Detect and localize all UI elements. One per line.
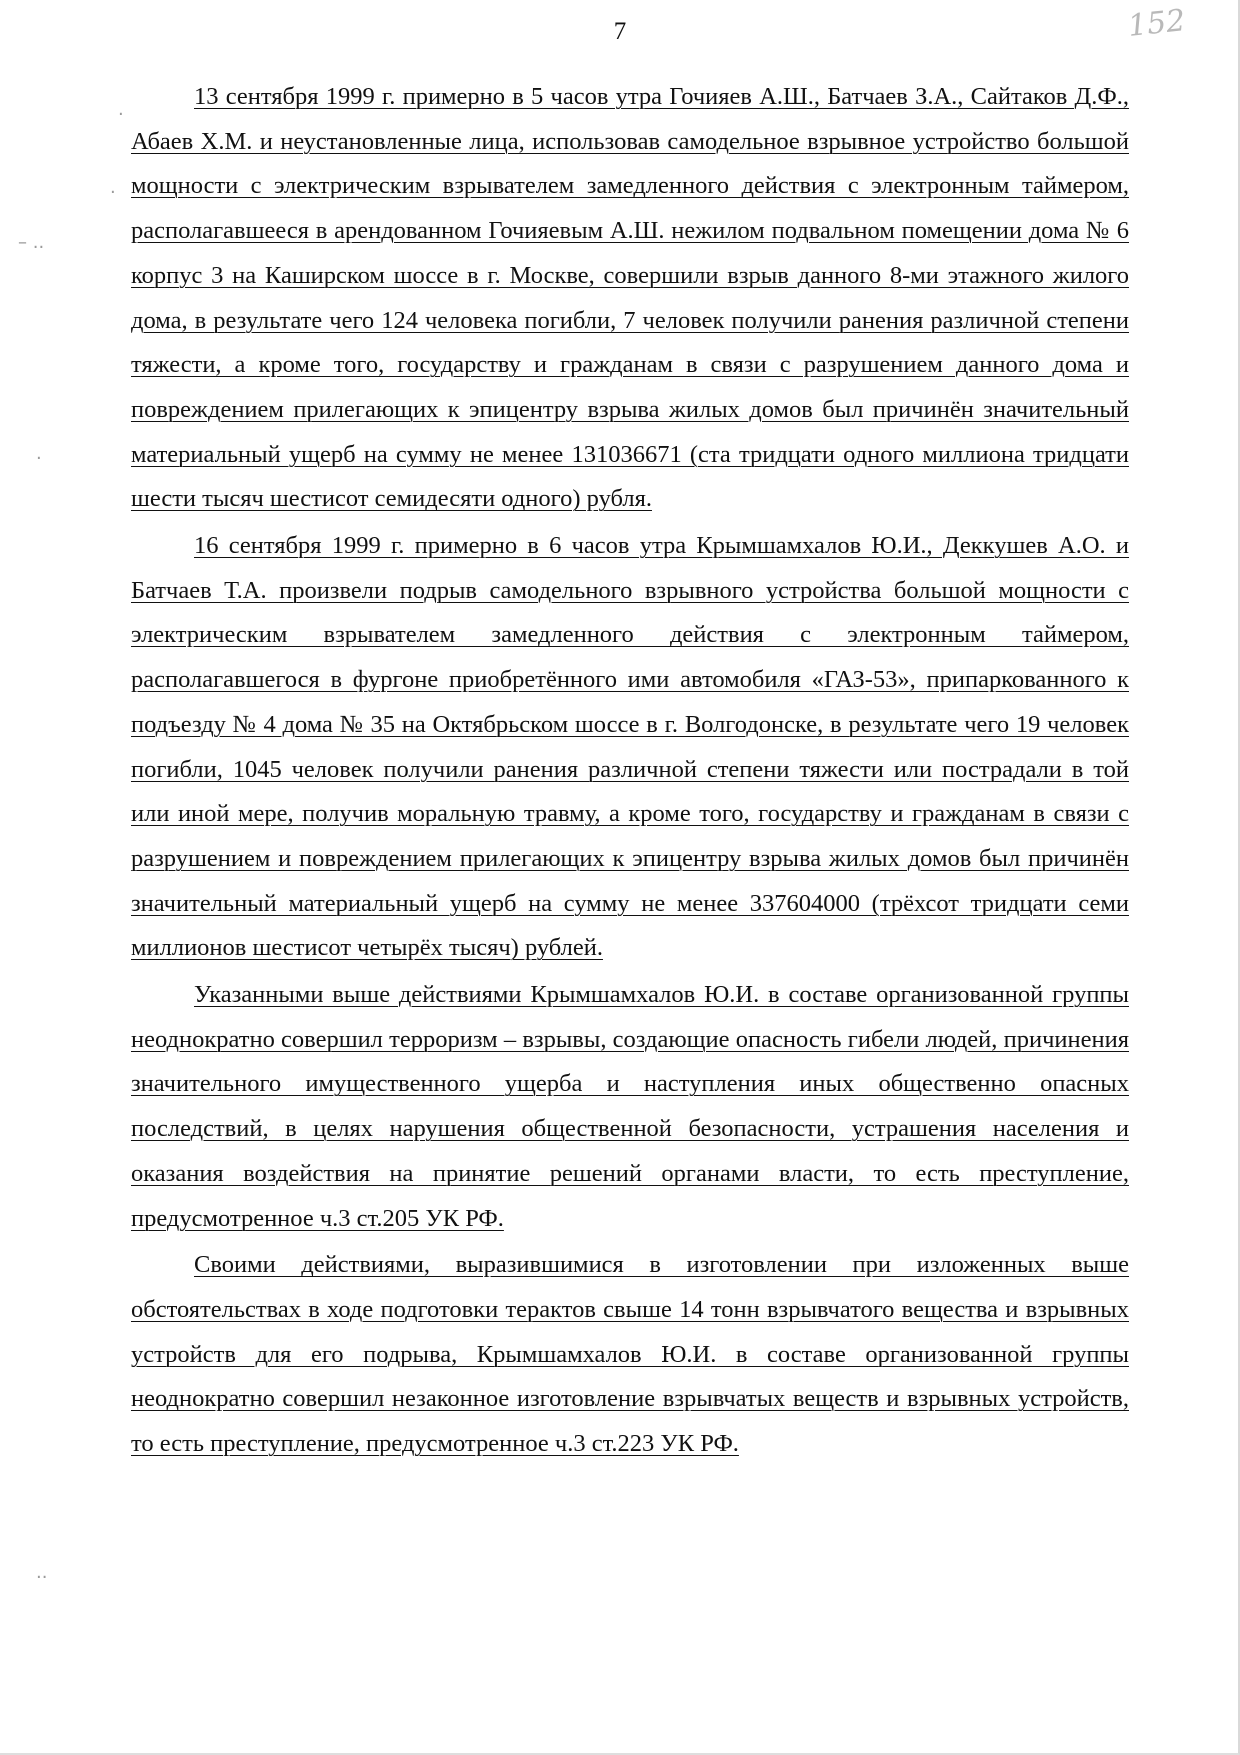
paragraph-kashirskoe-explosion: 13 сентября 1999 г. примерно в 5 часов утра Гочияев А.Ш., Батчаев З.А., Сайтаков Д.Ф., Абаев Х.М. и неустановленные лица, использовав самодельное взрывное устройство большой мощности с электрическим взрывателем замедленного действия с электронным таймером, располагавшееся в арендованном Гочияевым А.Ш. нежилом подвальном помещении дома № 6 корпус 3 на Каширском шоссе в г. Москве, совершили взрыв данного 8-ми этажного жилого дома, в результате чего 124 человека погибли, 7 человек получили ранения различной степени тяжести, а кроме того, государству и гражданам в связи с разрушением данного дома и повреждением прилегающих к эпицентру взрыва жилых домов был причинён значительный материальный ущерб на сумму не менее 131036671 (ста тридцати одного миллиона тридцати шести тысяч шестисот семидесяти одного) рубля.	[131, 83, 1129, 513]
document-body	[131, 75, 1129, 1469]
paragraph-explosives-qualification: Своими действиями, выразившимися в изготовлении при изложенных выше обстоятельствах в ходе подготовки терактов свыше 14 тонн взрывчатого вещества и взрывных устройств для его подрыва, Крымшамхалов Ю.И. в составе организованной группы неоднократно совершил незаконное изготовление взрывчатых веществ и взрывных устройств, то есть преступление, предусмотренное ч.3 ст.223 УК РФ.	[131, 1251, 1129, 1458]
margin-dot: ·	[110, 182, 116, 203]
paragraph-volgodonsk-explosion: 16 сентября 1999 г. примерно в 6 часов утра Крымшамхалов Ю.И., Деккушев А.О. и Батчаев Т.А. произвели подрыв самодельного взрывного устройства большой мощности с электрическим взрывателем замедленного действия с электронным таймером, располагавшегося в фургоне приобретённого ими автомобиля «ГАЗ-53», припаркованного к подъезду № 4 дома № 35 на Октябрьском шоссе в г. Волгодонске, в результате чего 19 человек погибли, 1045 человек получили ранения различной степени тяжести или пострадали в той или иной мере, получив моральную травму, а кроме того, государству и гражданам в связи с разрушением и повреждением прилегающих к эпицентру взрыва жилых домов был причинён значительный материальный ущерб на сумму не менее 337604000 (трёхсот тридцати семи миллионов шестисот четырёх тысяч) рублей.	[131, 532, 1129, 962]
margin-dash: – ..	[18, 232, 45, 253]
margin-dash: ·	[36, 448, 42, 469]
paragraph-terrorism-qualification: Указанными выше действиями Крымшамхалов Ю.И. в составе организованной группы неоднократно совершил терроризм – взрывы, создающие опасность гибели людей, причинения значительного имущественного ущерба и наступления иных общественно опасных последствий, в целях нарушения общественной безопасности, устрашения населения и оказания воздействия на принятие решений органами власти, то есть преступление, предусмотренное ч.3 ст.205 УК РФ.	[131, 981, 1129, 1232]
handwritten-sheet-number: 152	[1126, 3, 1187, 44]
page-number: 7	[613, 18, 627, 45]
margin-dash: ..	[36, 1562, 48, 1583]
margin-dot: ·	[118, 104, 124, 125]
